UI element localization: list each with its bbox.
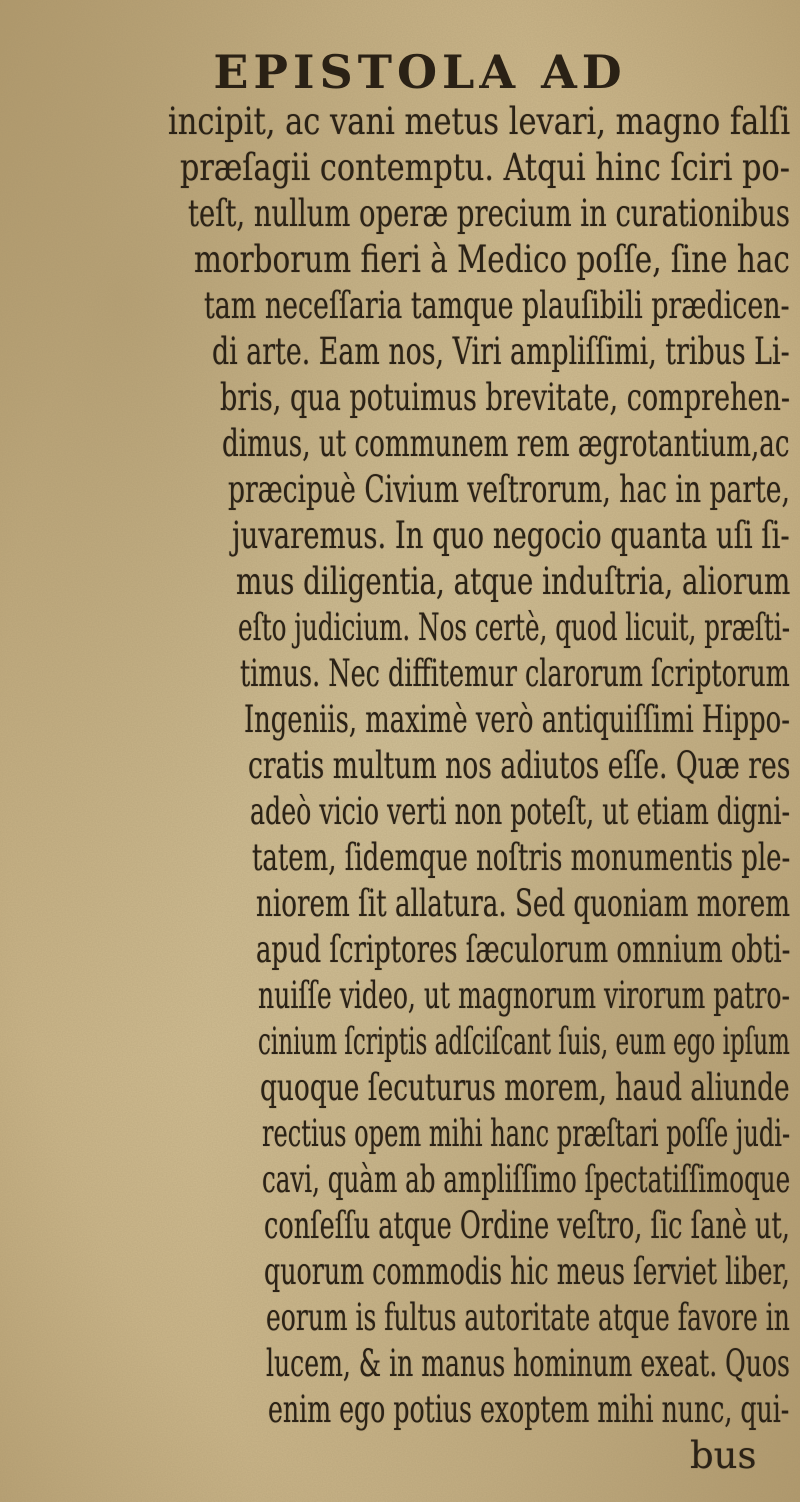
text-line: præcipuè Civium veſtrorum, hac in parte, <box>228 468 790 511</box>
text-line: tatem, ſidemque noſtris monumentis ple- <box>252 836 791 879</box>
text-line: eorum is fultus autoritate atque favore in <box>266 1296 790 1339</box>
text-line: bris, qua potuimus brevitate, comprehen- <box>220 376 791 419</box>
text-line: adeò vicio verti non poteſt, ut etiam digni- <box>250 790 791 833</box>
text-line: di arte. Eam nos, Viri ampliſſimi, tribus Li- <box>212 330 790 373</box>
text-line: apud ſcriptores ſæculorum omnium obti- <box>256 928 791 971</box>
text-line: Ingeniis, maximè verò antiquiſſimi Hippo- <box>244 698 790 741</box>
text-line: timus. Nec diffitemur clarorum ſcriptorum <box>240 652 790 695</box>
text-line: morborum fieri à Medico poſſe, ſine hac <box>194 238 790 281</box>
text-line: teſt, nullum operæ precium in curationibus <box>188 192 790 235</box>
text-line: quorum commodis hic meus ſerviet liber, <box>264 1250 790 1293</box>
text-line: conſeſſu atque Ordine veſtro, ſic ſanè ut, <box>264 1204 790 1247</box>
text-line: incipit, ac vani metus levari, magno falſi <box>168 100 791 143</box>
catchword: bus <box>690 1434 757 1477</box>
text-line: præſagii contemptu. Atqui hinc ſciri po- <box>180 146 790 189</box>
text-line: nuiſſe video, ut magnorum virorum patro- <box>258 974 790 1017</box>
text-line: enim ego potius exoptem mihi nunc, qui- <box>268 1388 790 1431</box>
text-line: quoque ſecuturus morem, haud aliunde <box>260 1066 790 1109</box>
text-line: eſto judicium. Nos certè, quod licuit, præſti- <box>238 606 791 649</box>
text-line: rectius opem mihi hanc præſtari poſſe judi- <box>262 1112 791 1155</box>
text-line: cratis multum nos adiutos eſſe. Quæ res <box>248 744 791 787</box>
text-line: lucem, & in manus hominum exeat. Quos <box>266 1342 790 1385</box>
text-line: cinium ſcriptis adſciſcant ſuis, eum ego ipſum <box>258 1020 790 1063</box>
running-title: EPISTOLA AD <box>213 45 627 99</box>
text-line: juvaremus. In quo negocio quanta uſi ſi- <box>232 514 790 557</box>
text-line: niorem ſit allatura. Sed quoniam morem <box>256 882 791 925</box>
text-line: tam neceſſaria tamque plauſibili prædicen- <box>204 284 790 327</box>
text-line: dimus, ut communem rem ægrotantium,ac <box>222 422 790 465</box>
text-line: mus diligentia, atque induſtria, aliorum <box>236 560 791 603</box>
text-line: cavi, quàm ab ampliſſimo ſpectatiſſimoque <box>262 1158 791 1201</box>
